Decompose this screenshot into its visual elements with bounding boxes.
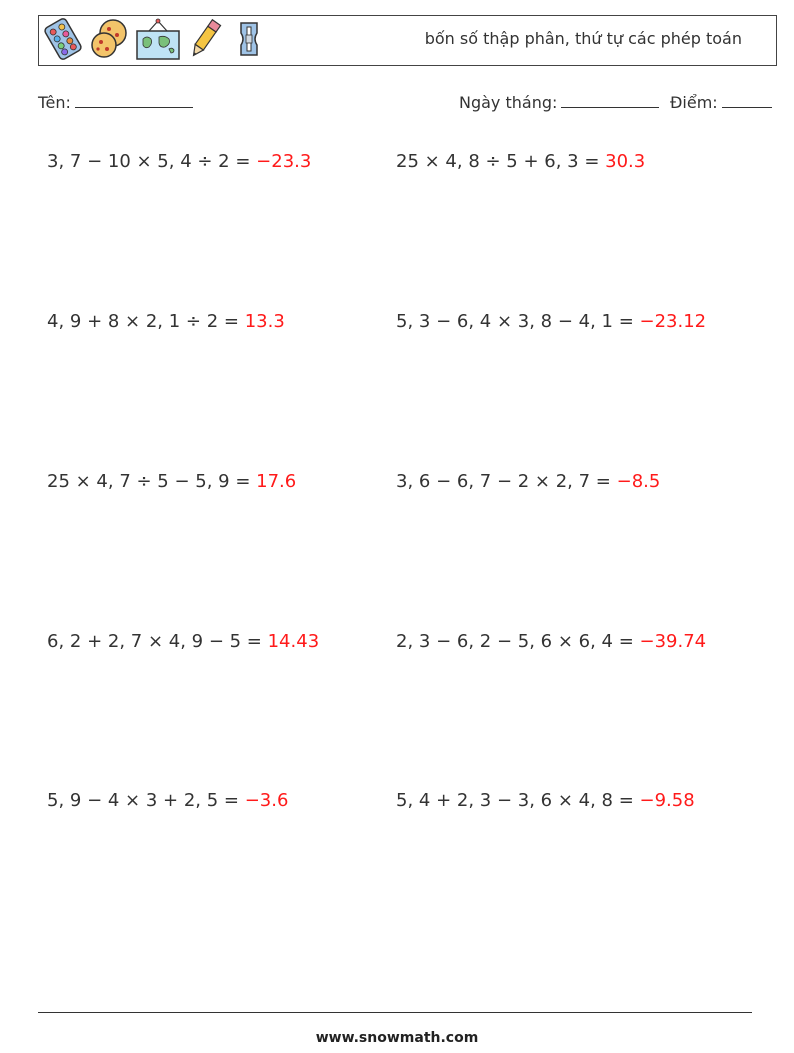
footer-divider xyxy=(38,1012,752,1013)
problem-answer: −8.5 xyxy=(616,471,661,492)
name-blank xyxy=(75,93,193,108)
problem-9 xyxy=(47,790,288,811)
date-label: Ngày tháng: xyxy=(459,93,558,112)
problem-6 xyxy=(396,471,660,492)
date-blank xyxy=(561,93,659,108)
problem-expression: 5, 3 − 6, 4 × 3, 8 − 4, 1 = xyxy=(396,311,640,332)
problem-3 xyxy=(47,311,285,332)
worksheet-header xyxy=(38,15,777,66)
world-map-icon xyxy=(135,17,181,65)
problem-2 xyxy=(396,151,645,172)
problem-expression: 25 × 4, 7 ÷ 5 − 5, 9 = xyxy=(47,471,257,492)
name-field xyxy=(38,93,193,112)
name-label: Tên: xyxy=(38,93,71,112)
pencil-icon xyxy=(187,17,223,65)
score-field xyxy=(670,93,772,112)
problem-answer: 17.6 xyxy=(256,471,297,492)
problem-expression: 4, 9 + 8 × 2, 1 ÷ 2 = xyxy=(47,311,245,332)
date-field xyxy=(459,93,659,112)
problem-expression: 3, 6 − 6, 7 − 2 × 2, 7 = xyxy=(396,471,617,492)
problem-answer: 30.3 xyxy=(605,151,646,172)
pencil-sharpener-icon xyxy=(229,17,269,65)
problem-expression: 2, 3 − 6, 2 − 5, 6 × 6, 4 = xyxy=(396,631,640,652)
problem-answer: −39.74 xyxy=(639,631,707,652)
problem-answer: −9.58 xyxy=(639,790,695,811)
paint-palette-icon xyxy=(43,17,83,65)
problem-expression: 6, 2 + 2, 7 × 4, 9 − 5 = xyxy=(47,631,268,652)
footer-url: www.snowmath.com xyxy=(315,1030,479,1046)
problem-expression: 3, 7 − 10 × 5, 4 ÷ 2 = xyxy=(47,151,257,172)
problem-answer: −23.12 xyxy=(639,311,707,332)
problem-expression: 5, 4 + 2, 3 − 3, 6 × 4, 8 = xyxy=(396,790,640,811)
problem-8 xyxy=(396,631,706,652)
problem-5 xyxy=(47,471,296,492)
problem-1 xyxy=(47,151,311,172)
problem-4 xyxy=(396,311,706,332)
problem-answer: −23.3 xyxy=(256,151,312,172)
problem-7 xyxy=(47,631,319,652)
score-blank xyxy=(722,93,772,108)
problem-expression: 5, 9 − 4 × 3 + 2, 5 = xyxy=(47,790,245,811)
problem-answer: 14.43 xyxy=(267,631,320,652)
cookies-icon xyxy=(89,17,129,65)
score-label: Điểm: xyxy=(670,93,718,112)
problem-expression: 25 × 4, 8 ÷ 5 + 6, 3 = xyxy=(396,151,606,172)
header-icons xyxy=(43,19,275,63)
problem-10 xyxy=(396,790,695,811)
worksheet-title: bốn số thập phân, thứ tự các phép toán xyxy=(424,29,742,48)
problem-answer: 13.3 xyxy=(244,311,285,332)
problem-answer: −3.6 xyxy=(244,790,289,811)
